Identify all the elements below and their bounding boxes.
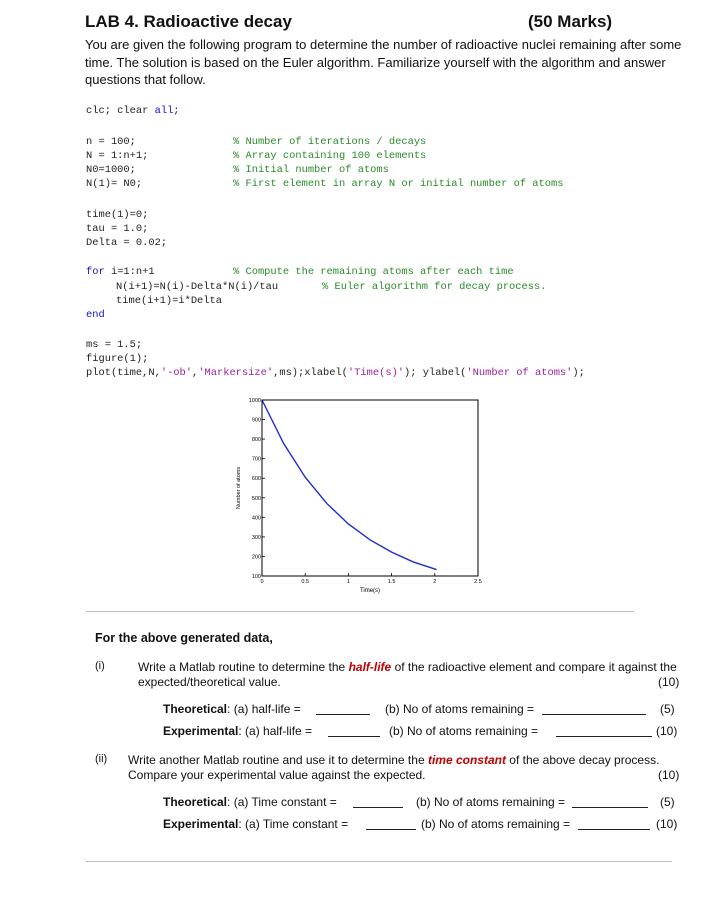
code-comment: % Compute the remaining atoms after each time: [233, 266, 514, 278]
code-keyword: all;: [154, 105, 180, 117]
row-marks: (10): [656, 817, 678, 831]
series-line: [262, 400, 437, 570]
question-text: of the radioactive element and compare it against the: [391, 660, 677, 674]
code-line-plot: [86, 367, 585, 379]
code-comment: % First element in array N or initial number of atoms: [233, 178, 564, 190]
row-label: Experimental: [163, 724, 239, 738]
code-line-clc: [86, 105, 180, 117]
question-number: (ii): [95, 753, 108, 765]
y-tick-label: 400: [251, 515, 261, 522]
question-text: of the above decay process.: [505, 753, 660, 767]
question-number: (i): [95, 660, 105, 672]
y-tick-label: 600: [251, 476, 261, 483]
q2-theoretical-atoms: (b) No of atoms remaining =: [416, 795, 566, 809]
answer-blank[interactable]: [542, 714, 646, 715]
y-tick-label: 800: [251, 437, 261, 444]
answer-blank[interactable]: [572, 807, 648, 808]
answer-blank[interactable]: [556, 736, 652, 737]
code-line-end: end: [86, 309, 105, 321]
code-comment: % Array containing 100 elements: [233, 150, 427, 162]
code-line-for: [86, 266, 155, 278]
code-string: 'Number of atoms': [466, 367, 573, 379]
code-text: ); ylabel(: [404, 367, 467, 379]
q1-theoretical-row: [163, 702, 301, 716]
code-line-time: time(1)=0;: [86, 209, 149, 221]
code-text: clc; clear: [86, 105, 155, 117]
total-marks: (50 Marks): [528, 12, 613, 31]
code-line-time-update: time(i+1)=i*Delta: [116, 295, 223, 307]
code-text: plot(time,N,: [86, 367, 161, 379]
q1-experimental-row: [163, 724, 312, 738]
row-label: Experimental: [163, 817, 239, 831]
row-text: : (a) half-life =: [227, 702, 301, 716]
code-line-N: N = 1:n+1;: [86, 150, 149, 162]
code-line-delta: Delta = 0.02;: [86, 237, 168, 249]
code-line-n: n = 100;: [86, 136, 136, 148]
question-1-text: [138, 660, 677, 674]
x-axis-label: Time(s): [359, 588, 381, 594]
answer-blank[interactable]: [316, 714, 370, 715]
answer-blank[interactable]: [328, 736, 380, 737]
code-string: 'Time(s)': [347, 367, 405, 379]
question-2-marks: (10): [658, 768, 680, 782]
y-tick-label: 200: [251, 554, 261, 561]
divider: [86, 611, 634, 612]
row-marks: (10): [656, 724, 678, 738]
code-keyword: for: [86, 266, 105, 278]
q1-theoretical-atoms: (b) No of atoms remaining =: [385, 702, 535, 716]
q2-experimental-row: [163, 817, 348, 831]
q1-experimental-atoms: (b) No of atoms remaining =: [389, 724, 539, 738]
code-text: ,: [192, 367, 199, 379]
answer-blank[interactable]: [366, 829, 416, 830]
q2-experimental-atoms: (b) No of atoms remaining =: [421, 817, 571, 831]
row-marks: (5): [660, 795, 675, 809]
question-1-marks: (10): [658, 675, 680, 689]
code-comment: % Euler algorithm for decay process.: [322, 281, 547, 293]
x-tick-label: 2.5: [474, 579, 482, 585]
code-line-figure: figure(1);: [86, 353, 149, 365]
y-tick-label: 500: [251, 495, 261, 502]
intro-paragraph: You are given the following program to determine the number of radioactive nuclei remaining after some time. The solution is based on the Euler algorithm. Familiarize yourself with the algorithm and answer questions that follow.: [85, 37, 682, 87]
plot-frame: [262, 400, 478, 576]
code-string: '-ob': [160, 367, 193, 379]
y-tick-label: 300: [251, 534, 261, 541]
question-text: Write another Matlab routine and use it to determine the: [128, 753, 428, 767]
question-emphasis: half-life: [348, 660, 392, 674]
code-text: );: [572, 367, 585, 379]
x-tick-label: 1.5: [387, 579, 396, 585]
y-tick-label: 700: [251, 456, 261, 463]
y-tick-label: 1000: [248, 398, 261, 404]
answer-blank[interactable]: [353, 807, 403, 808]
code-line-tau: tau = 1.0;: [86, 223, 149, 235]
answer-blank[interactable]: [578, 829, 650, 830]
code-line-euler: N(i+1)=N(i)-Delta*N(i)/tau: [116, 281, 279, 293]
question-2-text-line2: Compare your experimental value against the expected.: [128, 768, 426, 782]
row-text: : (a) half-life =: [238, 724, 313, 738]
x-tick-label: 2: [433, 579, 437, 585]
code-line-N1: N(1)= N0;: [86, 178, 143, 190]
y-axis-label: Number of atoms: [236, 466, 242, 510]
y-tick-label: 100: [251, 574, 261, 580]
x-tick-label: 1: [346, 579, 350, 585]
code-string: 'Markersize': [198, 367, 274, 379]
decay-chart: [215, 390, 515, 600]
row-text: : (a) Time constant =: [238, 817, 349, 831]
x-tick-label: 0: [260, 579, 264, 585]
row-text: : (a) Time constant =: [227, 795, 337, 809]
page-title: LAB 4. Radioactive decay: [85, 12, 292, 31]
row-label: Theoretical: [163, 795, 228, 809]
q2-theoretical-row: [163, 795, 337, 809]
y-tick-label: 900: [251, 417, 261, 424]
code-text: ,ms);xlabel(: [273, 367, 348, 379]
code-line-ms: ms = 1.5;: [86, 339, 143, 351]
questions-heading: For the above generated data,: [95, 631, 273, 645]
code-comment: % Number of iterations / decays: [233, 136, 427, 148]
question-text: Write a Matlab routine to determine the: [138, 660, 349, 674]
question-2-text: [128, 753, 659, 767]
x-tick-label: 0.5: [301, 579, 310, 585]
code-line-N0: N0=1000;: [86, 164, 136, 176]
code-comment: % Initial number of atoms: [233, 164, 389, 176]
code-text: i=1:n+1: [104, 266, 155, 278]
question-1-text-line2: expected/theoretical value.: [138, 675, 281, 689]
divider: [86, 861, 672, 862]
row-label: Theoretical: [163, 702, 228, 716]
row-marks: (5): [660, 702, 675, 716]
question-emphasis: time constant: [427, 753, 506, 767]
